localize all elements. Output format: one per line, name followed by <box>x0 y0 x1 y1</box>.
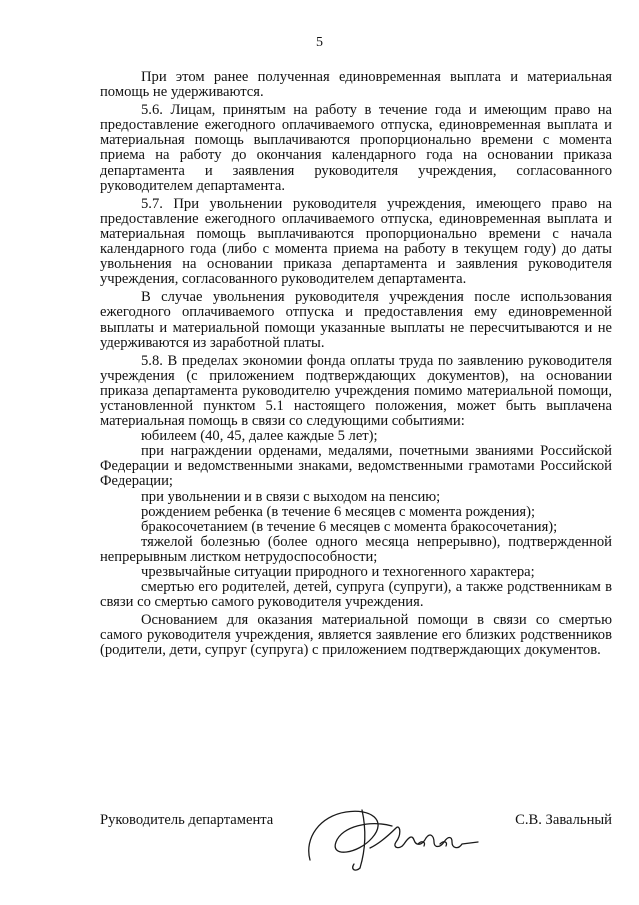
signatory-title: Руководитель департамента <box>100 812 274 828</box>
paragraph-dismissal-after-leave: В случае увольнения руководителя учреждения после использования ежегодного оплачиваемого отпуска и предоставления ему единовременной выплаты и материальной помощи указанные выплаты не пересчитываются и не удерживаются из заработной платы. <box>100 289 612 351</box>
paragraph-death-basis: Основанием для оказания материальной помощи в связи со смертью самого руководителя учреждения, является заявление его близких родственников (родители, дети, супруг (супруга) с приложением подтверждающих документов. <box>100 612 612 659</box>
page-number: 5 <box>316 35 323 50</box>
event-item-marriage: бракосочетанием (в течение 6 месяцев с момента бракосочетания); <box>141 518 558 535</box>
paragraph-5-7: 5.7. При увольнении руководителя учреждения, имеющего право на предоставление ежегодного оплачиваемого отпуска, единовременная выплата и материальная помощь выплачиваются пропорционально времени с начала календарного года (либо с момента приема на работу в текущем году) до даты увольнения на основании приказа департамента и заявления руководителя учреждения, согласованного руководителем департамента. <box>100 195 612 288</box>
event-item-awards: при награждении орденами, медалями, почетными званиями Российской Федерации и ведомственными знаками, ведомственными грамотами Российской Федерации; <box>100 443 612 490</box>
signatory-name: С.В. Завальный <box>515 812 612 828</box>
handwritten-signature <box>300 798 490 878</box>
event-item-childbirth: рождением ребенка (в течение 6 месяцев с момента рождения); <box>141 503 536 520</box>
event-item-retirement: при увольнении и в связи с выходом на пенсию; <box>141 488 441 505</box>
event-item-illness: тяжелой болезнью (более одного месяца непрерывно), подтвержденной непрерывным листком нетрудоспособности; <box>100 533 612 565</box>
event-item-jubilee: юбилеем (40, 45, далее каждые 5 лет); <box>141 428 378 445</box>
paragraph-5-6: 5.6. Лицам, принятым на работу в течение года и имеющим право на предоставление ежегодного оплачиваемого отпуска, единовременная выплата и материальная помощь выплачиваются пропорционально времени с момента приема на работу до окончания календарного года на основании приказа департамента и заявления руководителя учреждения, согласованного руководителем департамента. <box>100 102 612 194</box>
paragraph-lump-sum-not-withheld: При этом ранее полученная единовременная выплата и материальная помощь не удерживаются. <box>100 69 612 101</box>
document-body <box>100 70 612 659</box>
event-item-emergency: чрезвычайные ситуации природного и техногенного характера; <box>141 564 535 580</box>
event-item-death-of-relatives: смертью его родителей, детей, супруга (супруги), а также родственникам в связи со смертью самого руководителя учреждения. <box>100 579 612 611</box>
paragraph-5-8: 5.8. В пределах экономии фонда оплаты труда по заявлению руководителя учреждения (с приложением подтверждающих документов), на основании приказа департамента руководителю учреждения помимо материальной помощи, установленной пунктом 5.1 настоящего положения, может быть выплачена материальная помощь в связи со следующими событиями: <box>100 352 612 430</box>
